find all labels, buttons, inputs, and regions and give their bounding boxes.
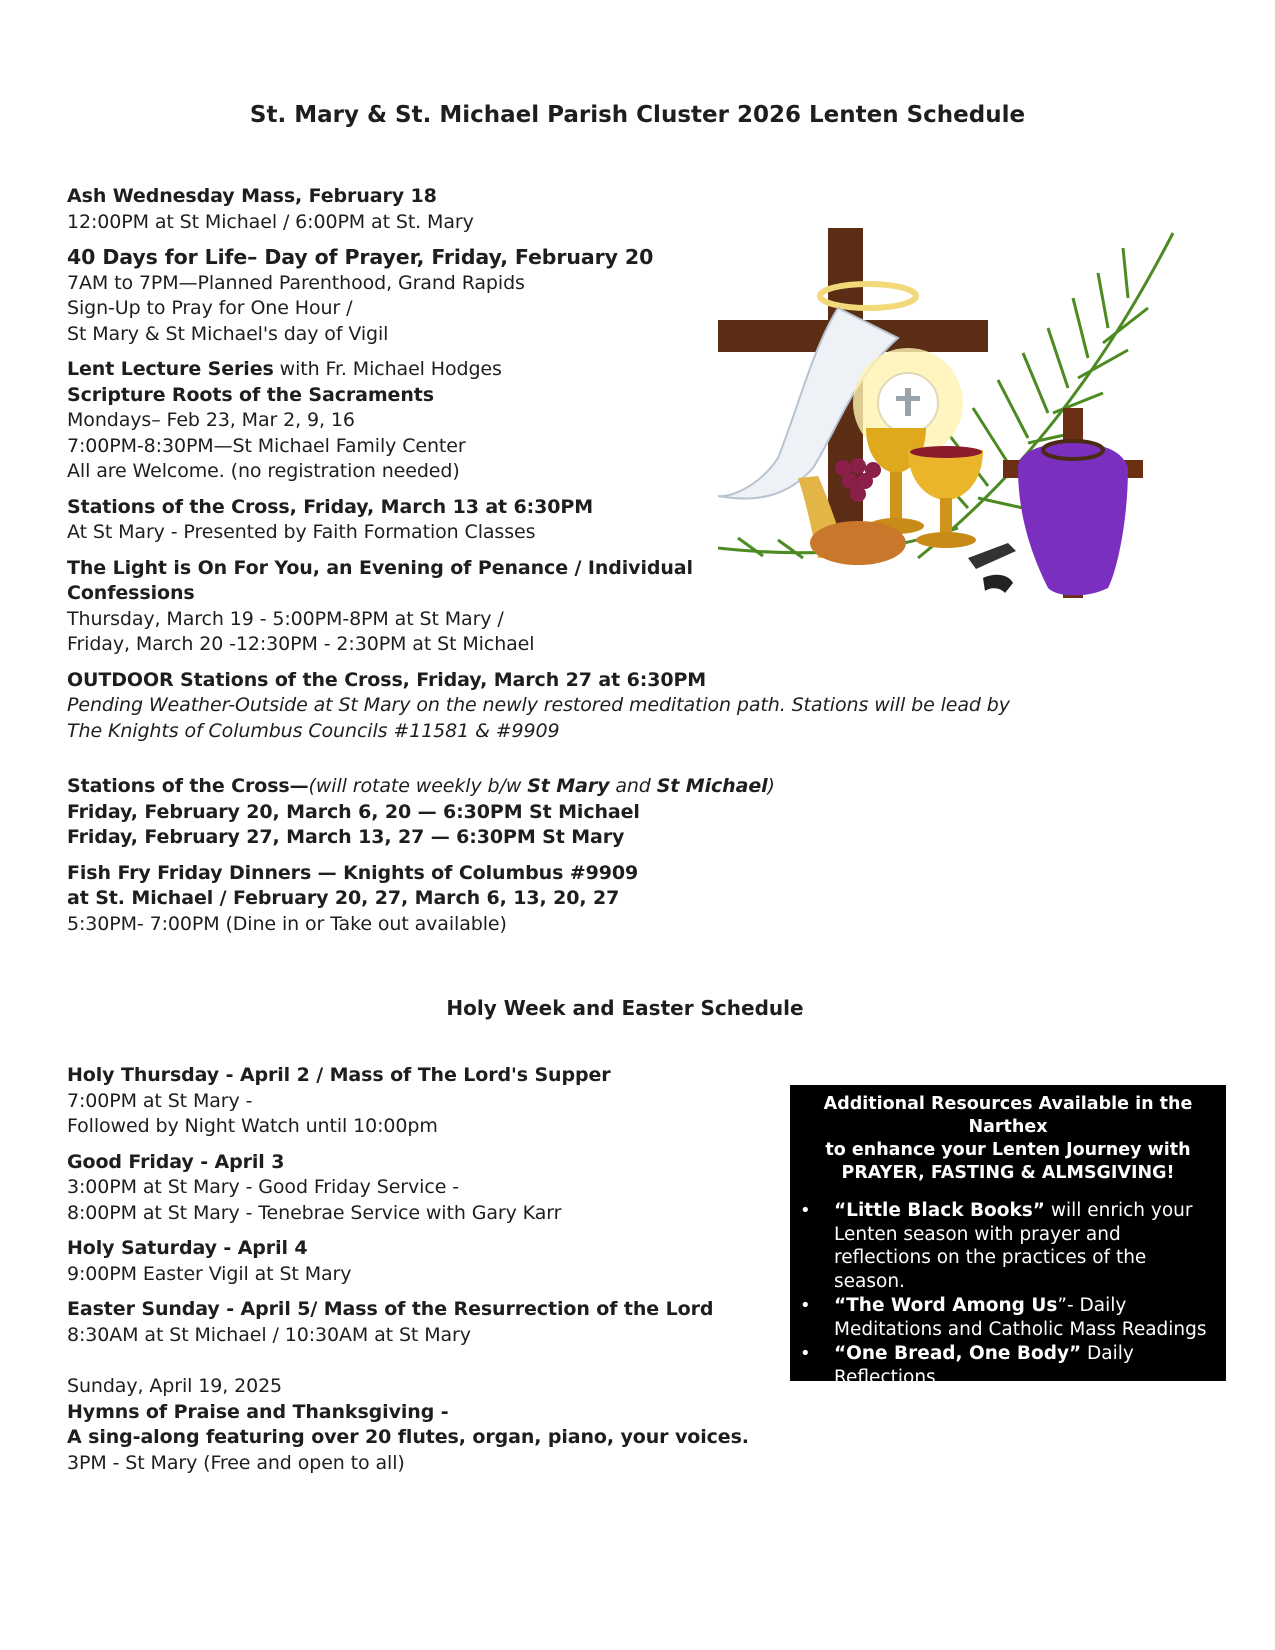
holy-week-title: Holy Week and Easter Schedule — [446, 996, 804, 1020]
event-line: 7:00PM-8:30PM—St Michael Family Center — [67, 434, 466, 457]
event-line: Followed by Night Watch until 10:00pm — [67, 1115, 438, 1137]
spacer — [67, 754, 1157, 774]
event-line: Friday, February 20, March 6, 20 — 6:30PM St Michael — [67, 800, 640, 823]
resources-heading: Additional Resources Available in the Narthex — [823, 1094, 1193, 1137]
resources-footer: These booklets are provided to you at no cost — [817, 1400, 1199, 1445]
event-heading: Confessions — [67, 582, 195, 604]
note-st-michael: St Michael — [656, 775, 768, 797]
event-good-friday — [67, 1150, 767, 1227]
resource-title: “The Word Among Us — [834, 1295, 1058, 1316]
event-line: St Mary & St Michael's day of Vigil — [67, 322, 389, 345]
list-item — [798, 1294, 1218, 1341]
event-line: Sign-Up to Pray for One Hour / — [67, 297, 353, 319]
event-line: All are Welcome. (no registration needed) — [67, 460, 460, 482]
event-line: Friday, March 20 -12:30PM - 2:30PM at St Michael — [67, 633, 535, 655]
event-heading: Hymns of Praise and Thanksgiving - — [67, 1400, 449, 1423]
event-line: 7AM to 7PM—Planned Parenthood, Grand Rapids — [67, 271, 525, 294]
event-heading: OUTDOOR Stations of the Cross, Friday, March 27 at 6:30PM — [67, 668, 707, 691]
resources-box — [790, 1085, 1226, 1445]
heading-rest: with Fr. Michael Hodges — [273, 358, 502, 380]
event-fish-fry — [67, 861, 1157, 938]
event-stations-weekly — [67, 774, 1157, 851]
list-item — [798, 1342, 1218, 1389]
event-heading: Ash Wednesday Mass, February 18 — [67, 185, 437, 207]
resources-heading: PRAYER, FASTING & ALMSGIVING! — [841, 1163, 1175, 1183]
event-outdoor-stations — [67, 668, 1157, 745]
event-line: 8:30AM at St Michael / 10:30AM at St Mary — [67, 1323, 471, 1346]
event-holy-thursday — [67, 1063, 767, 1140]
event-line: Mondays– Feb 23, Mar 2, 9, 16 — [67, 409, 355, 431]
resources-heading: to enhance your Lenten Journey with — [825, 1140, 1191, 1160]
event-line: Pending Weather-Outside at St Mary on the newly restored meditation path. Stations will be lead by — [67, 694, 1010, 716]
nails-icon — [983, 575, 1013, 593]
resource-desc: Daily Reflections — [834, 1343, 1134, 1388]
spacer — [67, 1358, 767, 1374]
event-heading: A sing-along featuring over 20 flutes, organ, piano, your voices. — [67, 1426, 749, 1448]
event-line: Friday, February 27, March 13, 27 — 6:30PM St Mary — [67, 826, 625, 848]
event-heading: Fish Fry Friday Dinners — Knights of Columbus #9909 — [67, 861, 639, 884]
event-hymns — [67, 1374, 767, 1476]
event-line: 9:00PM Easter Vigil at St Mary — [67, 1262, 352, 1285]
holy-week-schedule — [67, 1063, 767, 1486]
event-line: 3PM - St Mary (Free and open to all) — [67, 1451, 405, 1474]
event-heading: Holy Thursday - April 2 / Mass of The Lord's Supper — [67, 1064, 611, 1086]
cross-chalice-icon — [718, 228, 1188, 638]
event-line: 7:00PM at St Mary - — [67, 1089, 253, 1112]
event-line: Thursday, March 19 - 5:00PM-8PM at St Mary / — [67, 607, 504, 630]
resource-desc: ”- Daily Meditations and Catholic Mass Readings — [834, 1295, 1207, 1340]
event-heading: 40 Days for Life– Day of Prayer, Friday, February 20 — [67, 245, 654, 269]
page-title: St. Mary & St. Michael Parish Cluster 2026 Lenten Schedule — [249, 102, 1026, 128]
event-line: 5:30PM- 7:00PM (Dine in or Take out available) — [67, 912, 507, 935]
event-easter-sunday — [67, 1297, 767, 1348]
event-heading: The Light is On For You, an Evening of Penance / Individual — [67, 556, 693, 579]
event-line: 8:00PM at St Mary - Tenebrae Service with Gary Karr — [67, 1201, 562, 1224]
event-heading: Easter Sunday - April 5/ Mass of the Resurrection of the Lord — [67, 1298, 714, 1320]
event-heading: at St. Michael / February 20, 27, March 6, 13, 20, 27 — [67, 887, 620, 909]
bread-icon — [810, 521, 906, 565]
event-heading: Good Friday - April 3 — [67, 1150, 285, 1173]
resource-title: “One Bread, One Body” — [834, 1343, 1082, 1364]
note: ) — [767, 775, 775, 797]
event-line: The Knights of Columbus Councils #11581 & #9909 — [67, 719, 560, 742]
note-st-mary: St Mary — [527, 775, 610, 797]
event-holy-saturday — [67, 1236, 767, 1287]
heading-bold: Stations of the Cross— — [67, 775, 309, 797]
event-heading: Stations of the Cross, Friday, March 13 at 6:30PM — [67, 495, 594, 518]
resources-list — [798, 1199, 1218, 1389]
note: (will rotate weekly b/w — [308, 775, 528, 797]
event-line: 12:00PM at St Michael / 6:00PM at St. Mary — [67, 210, 474, 233]
note: and — [609, 775, 657, 797]
event-line: 3:00PM at St Mary - Good Friday Service - — [67, 1176, 459, 1198]
resource-desc: will enrich your Lenten season with prayer and reflections on the practices of the season. — [834, 1200, 1193, 1292]
lenten-illustration — [718, 228, 1188, 638]
event-heading: Holy Saturday - April 4 — [67, 1237, 308, 1259]
event-line: At St Mary - Presented by Faith Formation Classes — [67, 521, 536, 543]
event-date: Sunday, April 19, 2025 — [67, 1375, 283, 1397]
purple-cloth-icon — [1018, 443, 1128, 596]
resource-title: “Little Black Books” — [834, 1200, 1045, 1221]
list-item — [798, 1199, 1218, 1293]
heading-bold: Lent Lecture Series — [67, 358, 274, 380]
event-subheading: Scripture Roots of the Sacraments — [67, 383, 434, 406]
event-heading — [67, 774, 1157, 800]
